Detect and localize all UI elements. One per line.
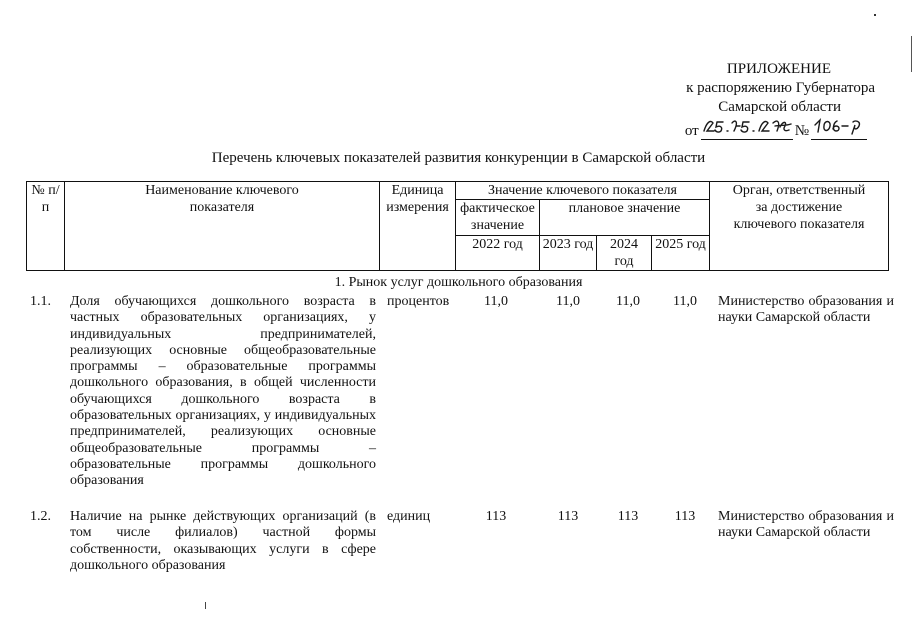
header-name: Наименование ключевого показателя [65, 182, 380, 271]
row-2-unit: единиц [387, 509, 431, 524]
scan-edge-mark [911, 36, 912, 72]
header-num: № п/п [27, 182, 65, 271]
row-2-name: Наличие на рынке действующих организаций (в том числе филиалов) частной формы собственности, оказывающих услуги в сфере дошкольного образования [70, 509, 376, 573]
scan-speck-bottom [205, 602, 209, 609]
header-organ: Орган, ответственный за достижение ключевого показателя [710, 182, 889, 271]
appendix-decree-line: к распоряжению Губернатора [686, 80, 875, 96]
row-2-2023: 113 [557, 509, 579, 524]
row-1-organ: Министерство образования и науки Самарской области [718, 294, 894, 326]
appendix-block [657, 60, 917, 141]
header-year-2025: 2025 год [652, 235, 710, 270]
appendix-title: ПРИЛОЖЕНИЕ [726, 61, 831, 77]
document-title: Перечень ключевых показателей развития конкуренции в Самарской области [211, 150, 706, 166]
appendix-date-number-line [657, 117, 917, 141]
row-1-unit: процентов [387, 294, 450, 309]
indicators-table-header [26, 181, 889, 271]
row-1-num: 1.1. [30, 294, 51, 309]
section-title: 1. Рынок услуг дошкольного образования [334, 275, 583, 290]
handwritten-number-mark [811, 117, 867, 135]
scan-speck [874, 14, 876, 16]
handwritten-date [701, 117, 793, 140]
row-1-2025: 11,0 [673, 294, 697, 309]
header-year-2022: 2022 год [456, 235, 540, 270]
header-unit: Единица измерения [380, 182, 456, 271]
number-label: № [794, 123, 809, 139]
row-1-2024: 11,0 [616, 294, 640, 309]
row-2-organ: Министерство образования и науки Самарской области [718, 509, 894, 541]
header-actual: фактическое значение [456, 200, 540, 235]
header-value-group: Значение ключевого показателя [456, 182, 710, 200]
header-planned: плановое значение [540, 200, 710, 235]
row-2-num: 1.2. [30, 509, 51, 524]
row-2-2024: 113 [617, 509, 639, 524]
header-year-2024: 2024 год [597, 235, 652, 270]
row-1-2022: 11,0 [484, 294, 508, 309]
from-label: от [684, 123, 699, 139]
handwritten-date-mark [701, 117, 793, 135]
row-2-2025: 113 [674, 509, 696, 524]
row-1-name: Доля обучающихся дошкольного возраста в частных образовательных организациях, у индивидуальных предпринимателей, реализующих основные общеобразовательные программы – образовательные программы дошкольного образования, в общей численности обучающихся дошкольного возраста в образовательных организациях, у индивидуальных предпринимателей, реализующих основные общеобразовательные программы – образовательные программы дошкольного образования [70, 294, 376, 489]
header-year-2023: 2023 год [540, 235, 597, 270]
row-1-2023: 11,0 [556, 294, 580, 309]
appendix-region-line: Самарской области [718, 99, 841, 115]
row-2-2022: 113 [485, 509, 507, 524]
handwritten-number [811, 117, 867, 140]
